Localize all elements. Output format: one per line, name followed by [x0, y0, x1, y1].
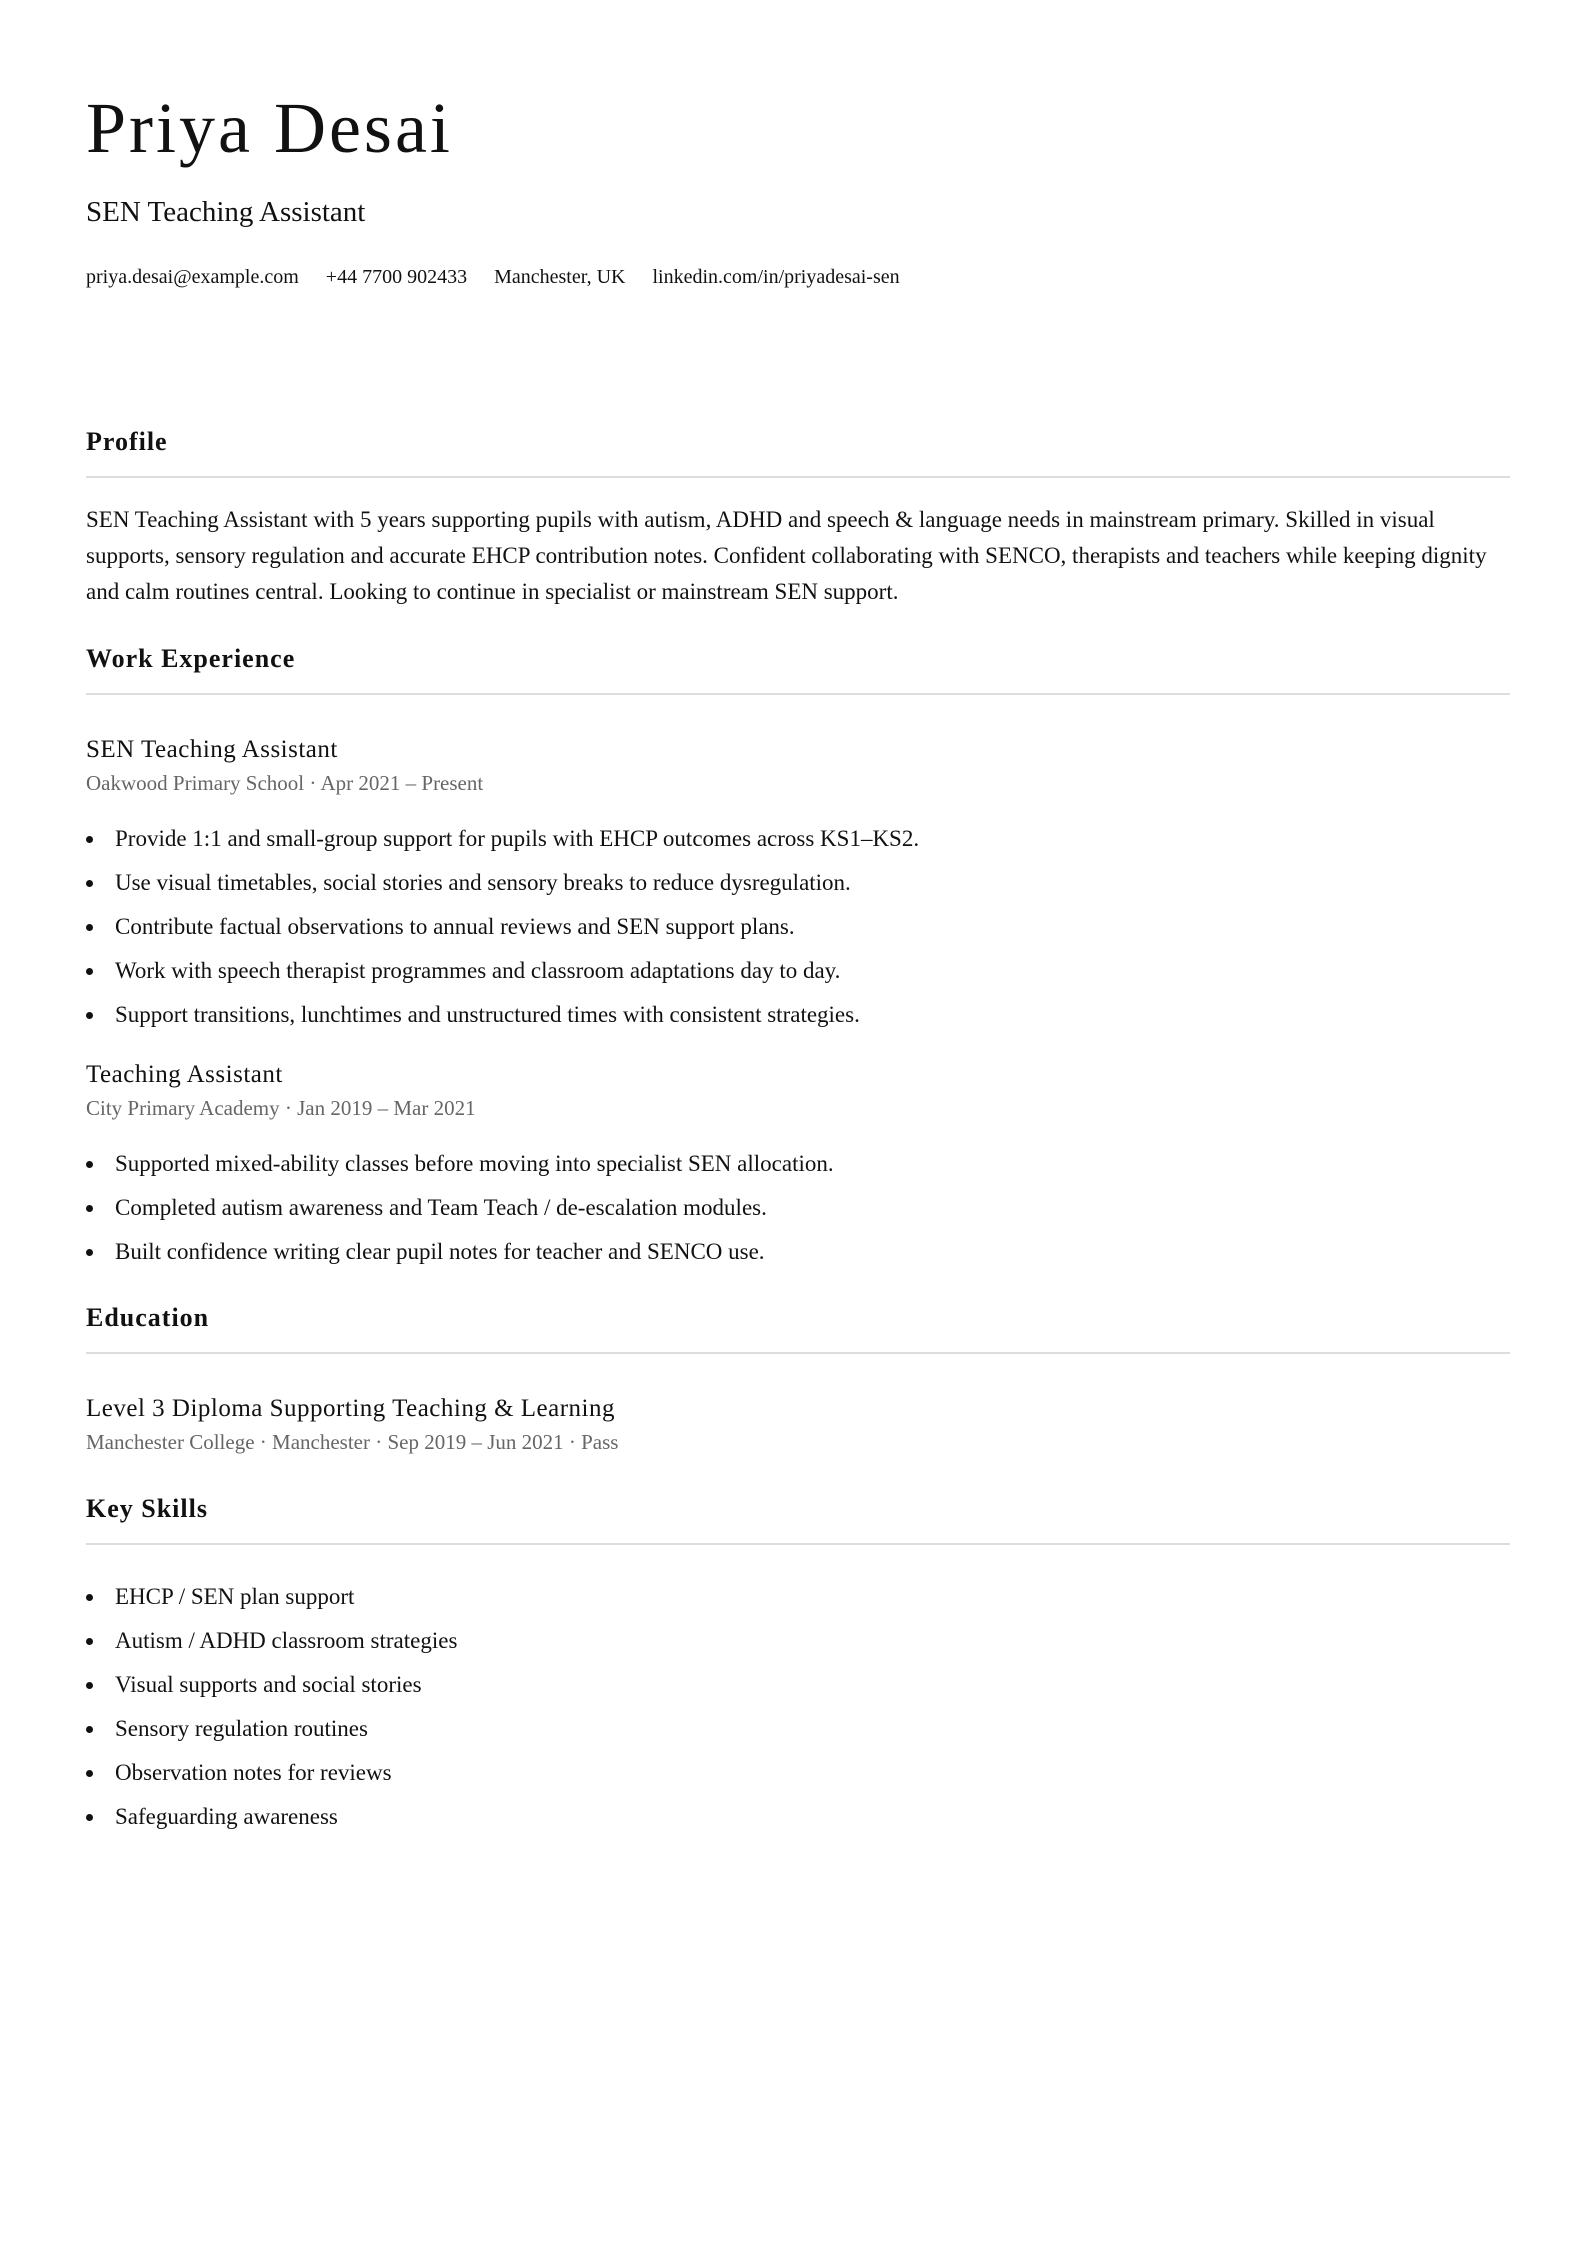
candidate-role: SEN Teaching Assistant	[86, 196, 366, 228]
job-meta: City Primary Academy · Jan 2019 – Mar 2021	[86, 1096, 476, 1120]
job-meta: Oakwood Primary School · Apr 2021 – Present	[86, 771, 484, 795]
contact-location: Manchester, UK	[494, 266, 626, 288]
skill-item: Visual supports and social stories	[86, 1673, 457, 1717]
section-divider	[86, 1543, 1510, 1545]
section-title-profile: Profile	[86, 427, 168, 456]
profile-section	[86, 429, 1510, 455]
profile-summary	[86, 502, 1510, 610]
job-bullet: Contribute factual observations to annual reviews and SEN support plans.	[86, 915, 919, 959]
skills-list	[86, 1585, 457, 1849]
contact-linkedin[interactable]: linkedin.com/in/priyadesai-sen	[652, 266, 900, 288]
job-bullets	[86, 1152, 834, 1284]
job-bullet: Supported mixed-ability classes before moving into specialist SEN allocation.	[86, 1152, 834, 1196]
skills-section	[86, 1496, 1510, 1522]
section-divider	[86, 693, 1510, 695]
section-title-education: Education	[86, 1303, 210, 1332]
job-title: Teaching Assistant	[86, 1061, 283, 1088]
section-title-skills: Key Skills	[86, 1494, 208, 1523]
education-section	[86, 1305, 1510, 1331]
section-divider	[86, 476, 1510, 478]
section-divider	[86, 1352, 1510, 1354]
job-bullet: Work with speech therapist programmes and classroom adaptations day to day.	[86, 959, 919, 1003]
skill-item: EHCP / SEN plan support	[86, 1585, 457, 1629]
skill-item: Observation notes for reviews	[86, 1761, 457, 1805]
section-title-experience: Work Experience	[86, 644, 296, 673]
experience-section	[86, 646, 1510, 672]
education-qualification: Level 3 Diploma Supporting Teaching & Learning	[86, 1395, 616, 1422]
profile-text: SEN Teaching Assistant with 5 years supporting pupils with autism, ADHD and speech & language needs in mainstream primary. Skilled in visual supports, sensory regulation and accurate EHCP contribution notes. Confident collaborating with SENCO, therapists and teachers while keeping dignity and calm routines central. Looking to continue in specialist or mainstream SEN support.	[86, 507, 1487, 604]
skill-item: Autism / ADHD classroom strategies	[86, 1629, 457, 1673]
skill-item: Sensory regulation routines	[86, 1717, 457, 1761]
job-bullet: Built confidence writing clear pupil notes for teacher and SENCO use.	[86, 1240, 834, 1284]
contact-line	[86, 267, 900, 287]
job-bullet: Provide 1:1 and small-group support for pupils with EHCP outcomes across KS1–KS2.	[86, 827, 919, 871]
job-bullet: Completed autism awareness and Team Teach / de-escalation modules.	[86, 1196, 834, 1240]
job-bullets	[86, 827, 919, 1047]
contact-phone[interactable]: +44 7700 902433	[325, 266, 468, 288]
education-meta: Manchester College · Manchester · Sep 2019 – Jun 2021 · Pass	[86, 1430, 619, 1454]
skill-item: Safeguarding awareness	[86, 1805, 457, 1849]
contact-email[interactable]: priya.desai@example.com	[86, 266, 299, 288]
candidate-name: Priya Desai	[86, 88, 453, 168]
job-bullet: Use visual timetables, social stories and sensory breaks to reduce dysregulation.	[86, 871, 919, 915]
job-title: SEN Teaching Assistant	[86, 736, 338, 763]
job-bullet: Support transitions, lunchtimes and unstructured times with consistent strategies.	[86, 1003, 919, 1047]
